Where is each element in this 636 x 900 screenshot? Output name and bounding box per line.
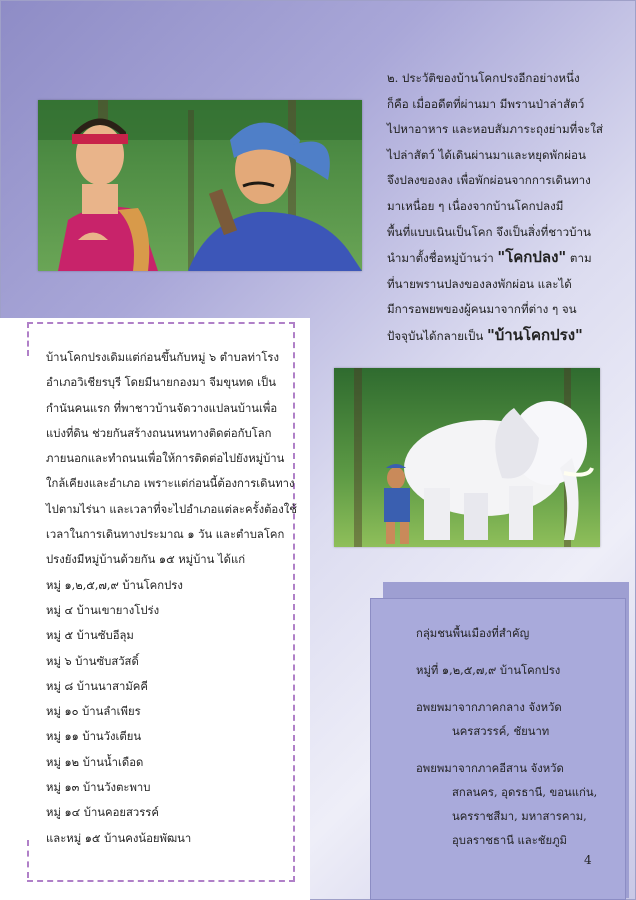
history-line: เวลาในการเดินทางประมาณ ๑ วัน และตำบลโคก xyxy=(46,528,285,542)
box-central-provinces: นครสวรรค์, ชัยนาท xyxy=(452,725,550,738)
box-title: กลุ่มชนพื้นเมืองที่สำคัญ xyxy=(416,627,530,640)
village-list-item: หมู่ ๘ บ้านนาสามัคคี xyxy=(46,679,148,693)
history-line: กำนันคนแรก ที่พาชาวบ้านจัดวางแปลนบ้านเพื่อ xyxy=(46,401,278,415)
history-line: ปรงยังมีหมู่บ้านด้วยกัน ๑๕ หมู่บ้าน ได้แก่ xyxy=(46,553,246,567)
history-line: ใกล้เคียงและอำเภอ เพราะแต่ก่อนนี้ต้องการเดินทาง xyxy=(46,477,295,491)
dashed-frame-left-top xyxy=(27,322,31,356)
story-line: พื้นที่แบบเนินเป็นโคก จึงเป็นสิ่งที่ชาวบ้าน xyxy=(387,224,591,239)
story-line xyxy=(387,323,619,350)
history-line: บ้านโคกปรงเดิมแต่ก่อนขึ้นกับหมู่ ๖ ตำบลท่าโรง xyxy=(46,351,279,364)
indigenous-groups-text xyxy=(416,622,626,853)
village-list-item: หมู่ ๖ บ้านซับสวัสดิ์ xyxy=(46,654,139,668)
village-list-item: หมู่ ๑๑ บ้านวังเตียน xyxy=(46,730,142,744)
box-northeast: อพยพมาจากภาคอีสาน จังหวัด xyxy=(416,762,564,775)
elephant-drawing xyxy=(334,368,600,547)
history-line: แบ่งที่ดิน ช่วยกันสร้างถนนหนทางติดต่อกับโลก xyxy=(46,426,272,440)
story-line: ไปล่าสัตว์ ได้เดินผ่านมาและหยุดพักผ่อน xyxy=(387,147,586,162)
village-list-item: หมู่ ๑๔ บ้านคอยสวรรค์ xyxy=(46,806,159,820)
forest-men-drawing xyxy=(38,100,362,271)
story-line: ไปหาอาหาร และหอบสัมภาระถุงย่ามที่จะใส่ xyxy=(387,122,604,137)
box-central: อพยพมาจากภาคกลาง จังหวัด xyxy=(416,701,562,714)
story-line: มีการอพยพของผู้คนมาจากที่ต่าง ๆ จน xyxy=(387,302,577,317)
story-text-fragment: ตาม xyxy=(566,251,592,266)
story-line: จึงปลงของลง เพื่อพักผ่อนจากการเดินทาง xyxy=(387,173,591,188)
village-list-item: หมู่ ๕ บ้านซับอีลุม xyxy=(46,629,134,643)
story-line: ๒. ประวัติของบ้านโคกปรงอีกอย่างหนึ่ง xyxy=(387,71,580,85)
story-line xyxy=(387,245,619,272)
history-line: ภายนอกและทำถนนเพื่อให้การติดต่อไปยังหมู่บ้าน xyxy=(46,452,285,466)
box-moo: หมู่ที่ ๑,๒,๕,๗,๙ บ้านโคกปรง xyxy=(416,664,561,677)
village-list-item: หมู่ ๑๐ บ้านลำเพียร xyxy=(46,705,141,719)
village-list-item: หมู่ ๑๒ บ้านน้ำเดือด xyxy=(46,755,144,769)
illustration-elephant xyxy=(334,368,600,547)
box-northeast-provinces: สกลนคร, อุดรธานี, ขอนแก่น, xyxy=(452,786,598,799)
story-line: ก็คือ เมื่ออดีตที่ผ่านมา มีพรานป่าล่าสัตว์ xyxy=(387,96,585,111)
village-name-current: "บ้านโคกปรง" xyxy=(486,325,583,344)
history-line: ไปตามไร่นา และเวลาที่จะไปอำเภอแต่ละครั้งต้องใช้ xyxy=(46,502,297,516)
story-line: ที่นายพรานปลงของลงพักผ่อน และได้ xyxy=(387,276,572,291)
illustration-two-hunters xyxy=(38,100,362,271)
history-text xyxy=(46,345,296,851)
village-name-old: "โคกปลง" xyxy=(497,248,567,267)
dashed-frame-left-bottom xyxy=(27,840,31,878)
story-text-fragment: นำมาตั้งชื่อหมู่บ้านว่า xyxy=(387,251,498,266)
page-number: 4 xyxy=(584,853,592,867)
village-list-item: หมู่ ๔ บ้านเขายางโปร่ง xyxy=(46,603,160,617)
village-list-item: หมู่ ๑,๒,๕,๗,๙ บ้านโคกปรง xyxy=(46,578,183,592)
village-list-item: และหมู่ ๑๕ บ้านคงน้อยพัฒนา xyxy=(46,831,192,845)
box-northeast-provinces: อุบลราชธานี และชัยภูมิ xyxy=(452,834,567,847)
history-line: อำเภอวิเชียรบุรี โดยมีนายกองมา จีมขุนทด เป็น xyxy=(46,376,276,390)
box-northeast-provinces: นครราชสีมา, มหาสารคาม, xyxy=(452,810,587,823)
story-text xyxy=(387,66,619,350)
village-list-item: หมู่ ๑๓ บ้านวังตะพาบ xyxy=(46,781,151,795)
story-line: มาเหนื่อย ๆ เนื่องจากบ้านโคกปลงมี xyxy=(387,198,564,213)
story-text-fragment: ปัจจุบันได้กลายเป็น xyxy=(387,328,487,343)
